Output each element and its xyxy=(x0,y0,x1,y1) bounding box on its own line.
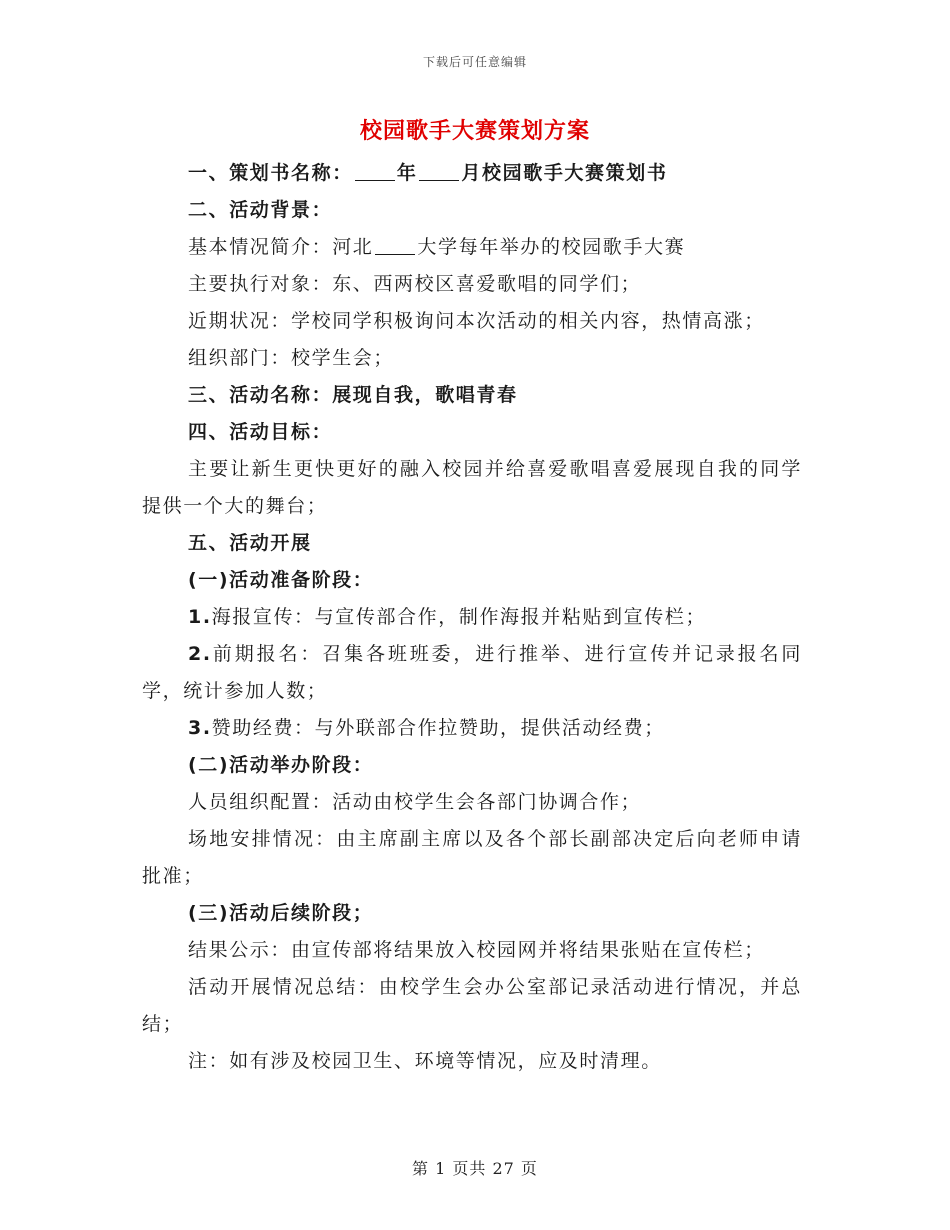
background-intro-b: 大学每年举办的校园歌手大赛 xyxy=(417,236,686,258)
section-3-heading: 三、活动名称：展现自我，歌唱青春 xyxy=(188,384,518,406)
section-1-year: 年 xyxy=(396,162,418,184)
background-organizer: 组织部门：校学生会； xyxy=(188,347,395,369)
section-1-label: 一、策划书名称： xyxy=(188,162,353,184)
background-status: 近期状况：学校同学积极询问本次活动的相关内容，热情高涨； xyxy=(188,310,765,332)
section-5-heading: 五、活动开展 xyxy=(188,532,312,554)
goal-text: 主要让新生更快更好的融入校园并给喜爱歌唱喜爱展现自我的同学提供一个大的舞台； xyxy=(142,458,802,517)
section-1-rest: 月校园歌手大赛策划书 xyxy=(461,162,668,184)
phase-2-staff: 人员组织配置：活动由校学生会各部门协调合作； xyxy=(188,791,642,813)
document-title: 校园歌手大赛策划方案 xyxy=(359,119,590,144)
background-intro-a: 基本情况简介：河北 xyxy=(188,236,374,258)
phase-3-heading: (三)活动后续阶段； xyxy=(188,902,374,924)
section-4-heading: 四、活动目标： xyxy=(188,421,333,443)
phase-1-heading: (一)活动准备阶段： xyxy=(188,569,374,591)
phase-1-item-1 xyxy=(142,599,802,636)
background-target: 主要执行对象：东、西两校区喜爱歌唱的同学们； xyxy=(188,273,642,295)
section-1-heading xyxy=(142,155,802,192)
month-blank xyxy=(419,162,459,181)
cleanup-note: 注：如有涉及校园卫生、环境等情况，应及时清理。 xyxy=(188,1050,662,1072)
item-2-text: 前期报名：召集各班班委，进行推举、进行宣传并记录报名同学，统计参加人数； xyxy=(142,643,802,702)
background-intro xyxy=(142,229,802,266)
item-2-number: 2. xyxy=(188,643,212,665)
document-body xyxy=(142,155,802,1080)
item-1-text: 海报宣传：与宣传部合作，制作海报并粘贴到宣传栏； xyxy=(211,606,707,628)
page-number: 第 1 页共 27 页 xyxy=(412,1159,538,1178)
phase-3-summary: 活动开展情况总结：由校学生会办公室部记录活动进行情况，并总结； xyxy=(142,976,802,1035)
item-3-number: 3. xyxy=(188,717,212,739)
page-header-note: 下载后可任意编辑 xyxy=(422,55,527,69)
phase-2-venue: 场地安排情况：由主席副主席以及各个部长副部决定后向老师申请批准； xyxy=(142,828,802,887)
phase-3-result: 结果公示：由宣传部将结果放入校园网并将结果张贴在宣传栏； xyxy=(188,939,765,961)
item-1-number: 1. xyxy=(188,606,212,628)
section-2-heading: 二、活动背景： xyxy=(188,199,333,221)
item-3-text: 赞助经费：与外联部合作拉赞助，提供活动经费； xyxy=(211,717,665,739)
phase-1-item-2 xyxy=(142,636,802,710)
phase-2-heading: (二)活动举办阶段： xyxy=(188,754,374,776)
phase-1-item-3 xyxy=(142,710,802,747)
university-blank xyxy=(375,236,415,255)
year-blank xyxy=(355,162,395,181)
